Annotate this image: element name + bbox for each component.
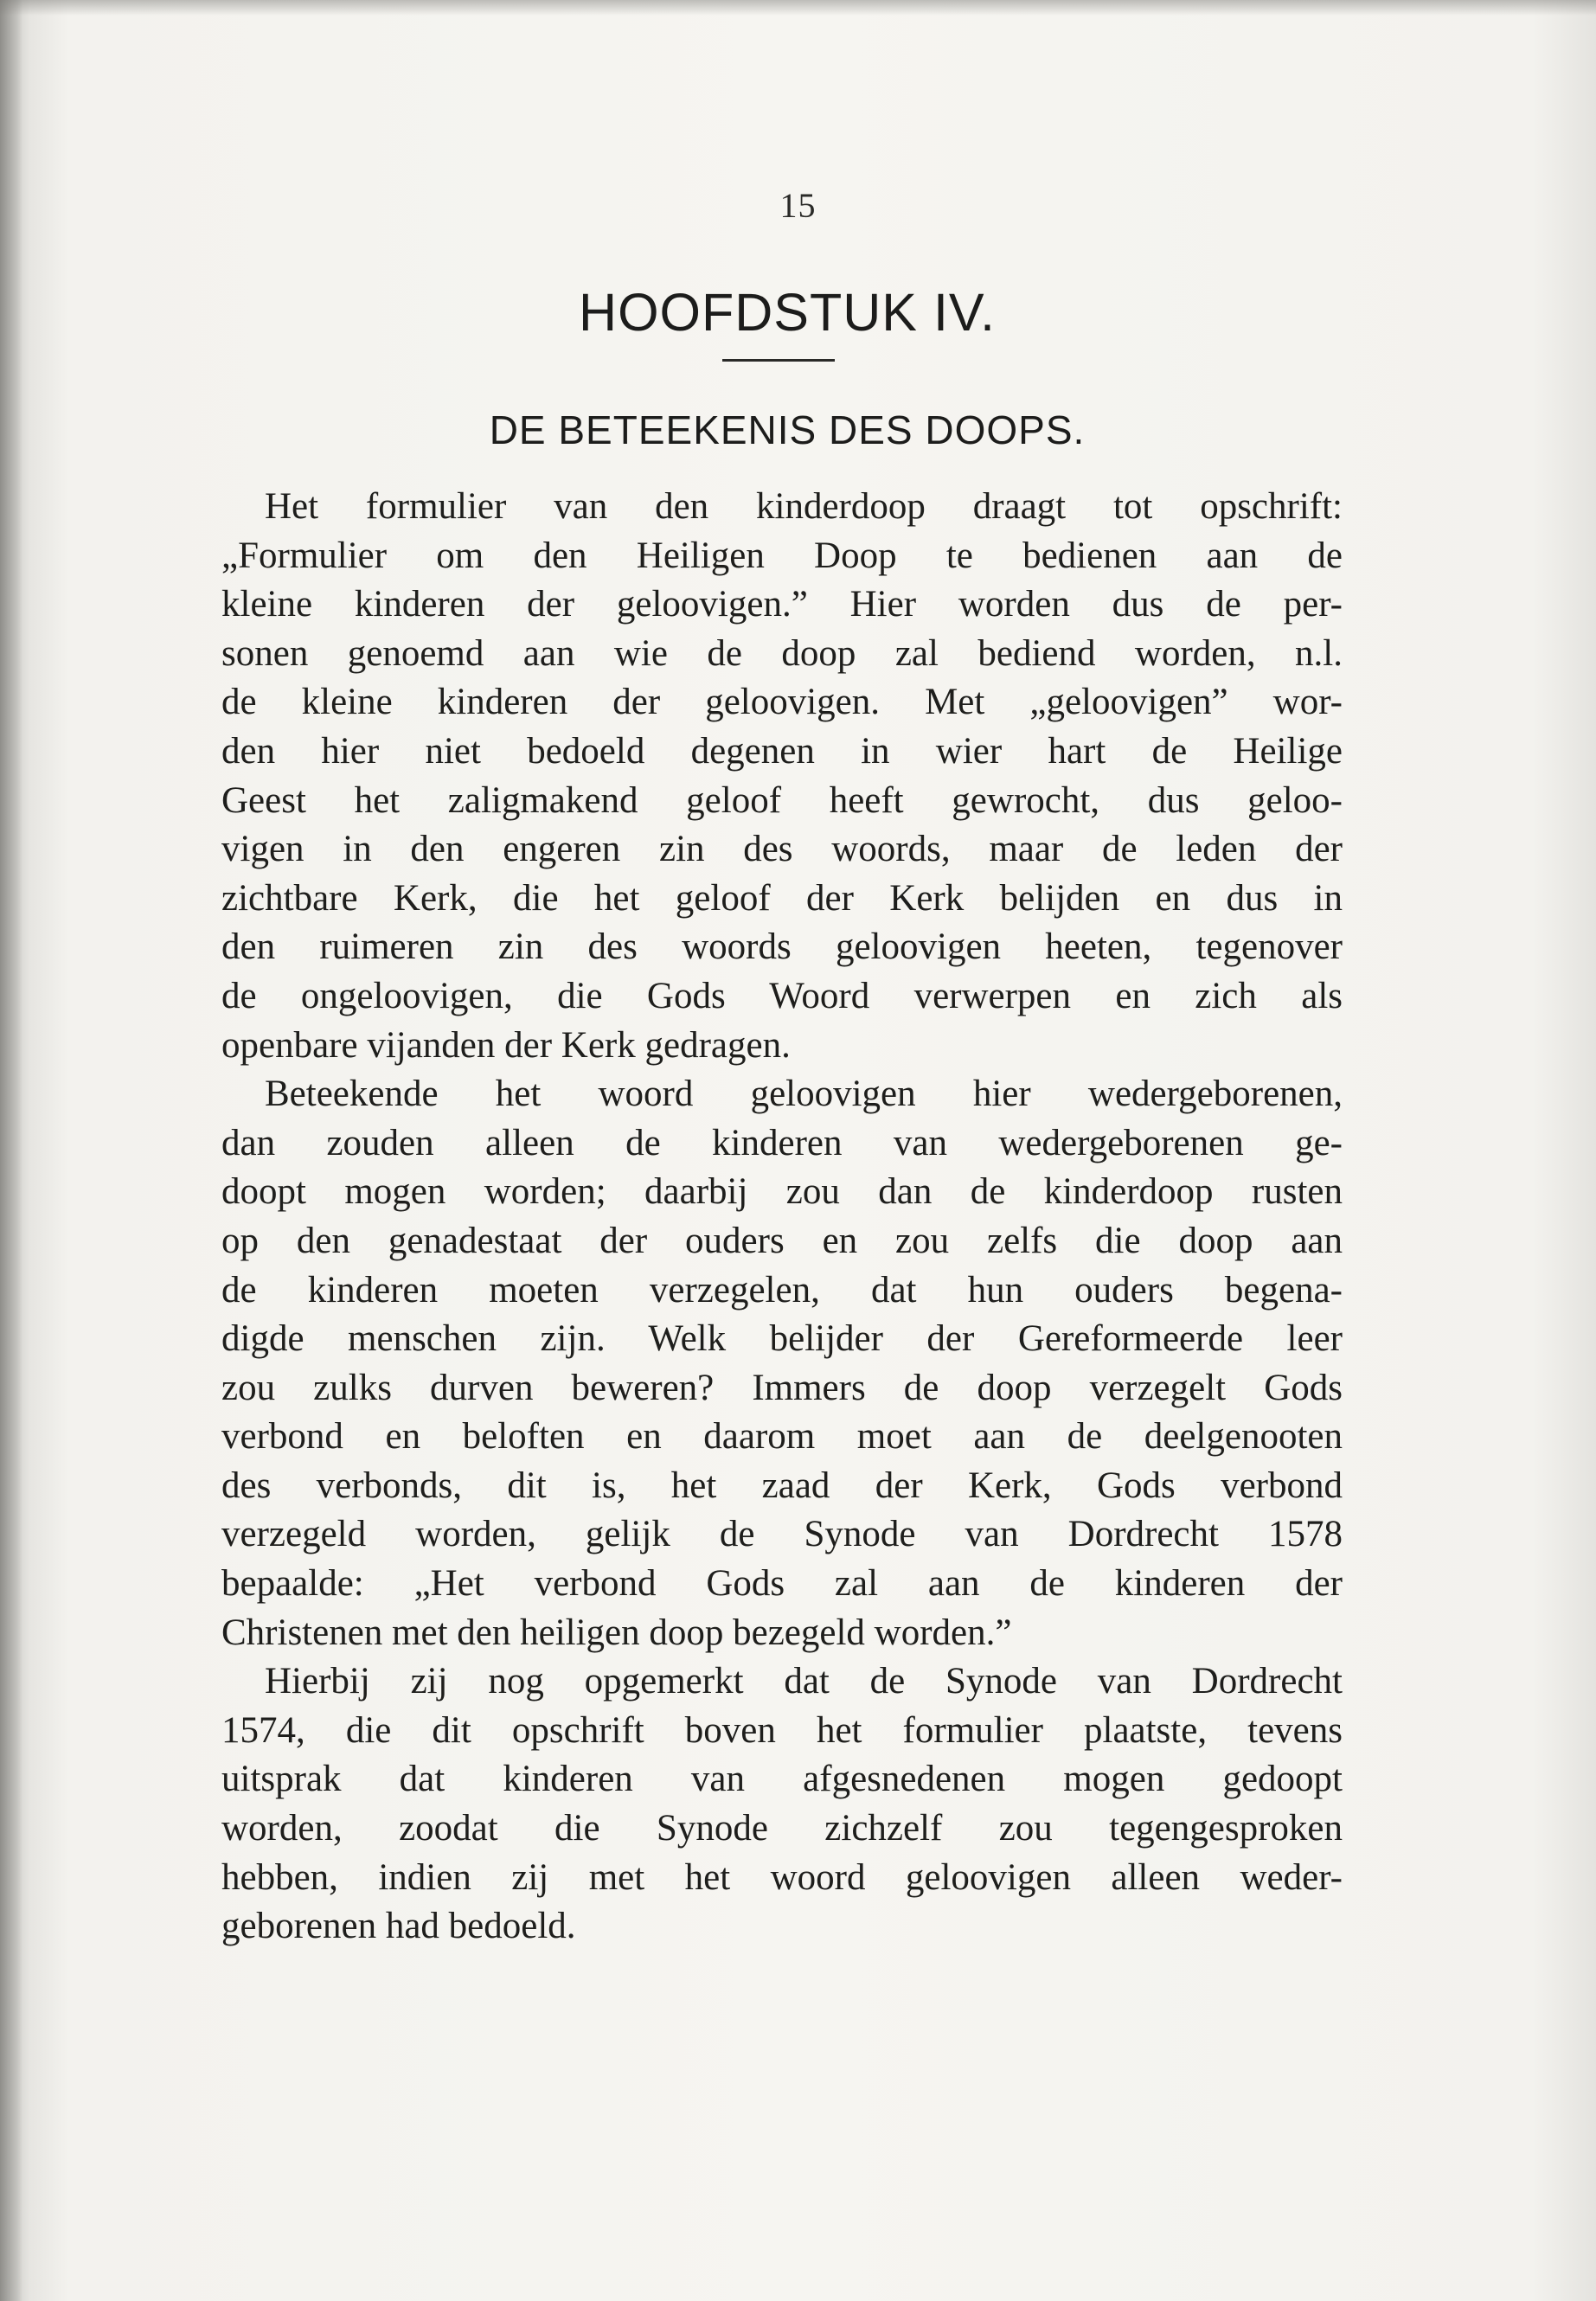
text-line: Het formulier van den kinderdoop draagt tot opschrift: (265, 486, 1343, 527)
text-line: digde menschen zijn. Welk belijder der Gereformeerde leer (221, 1318, 1343, 1360)
top-edge-shadow (0, 0, 1596, 16)
text-line: zichtbare Kerk, die het geloof der Kerk belijden en dus in (221, 877, 1343, 919)
text-line: bepaalde: „Het verbond Gods zal aan de kinderen der (221, 1563, 1343, 1605)
text-line: den ruimeren zin des woords geloovigen heeten, tegenover (221, 926, 1343, 968)
section-title: DE BETEEKENIS DES DOOPS. (489, 407, 1086, 452)
text-line: doopt mogen worden; daarbij zou dan de kinderdoop rusten (221, 1171, 1343, 1213)
paragraph-3 (221, 1657, 1343, 1952)
text-line: kleine kinderen der geloovigen.” Hier worden dus de per- (221, 584, 1343, 625)
text-line: worden, zoodat die Synode zichzelf zou tegengesproken (221, 1808, 1343, 1849)
text-line: de ongeloovigen, die Gods Woord verwerpen en zich als (221, 975, 1343, 1016)
text-line: Christenen met den heiligen doop bezegeld worden.” (221, 1612, 1012, 1653)
text-line: op den genadestaat der ouders en zou zelfs die doop aan (221, 1220, 1343, 1261)
text-line: verzegeld worden, gelijk de Synode van Dordrecht 1578 (221, 1514, 1343, 1555)
page-number: 15 (779, 186, 817, 225)
chapter-title: HOOFDSTUK IV. (579, 283, 996, 342)
text-line: openbare vijanden der Kerk gedragen. (221, 1024, 791, 1066)
text-line: verbond en beloften en daarom moet aan de deelgenooten (221, 1416, 1343, 1458)
text-line: den hier niet bedoeld degenen in wier hart de Heilige (221, 730, 1343, 772)
paragraph-1 (221, 483, 1343, 1070)
text-line: „Formulier om den Heiligen Doop te bedienen aan de (221, 535, 1343, 576)
text-line: geborenen had bedoeld. (221, 1906, 576, 1947)
text-line: zou zulks durven beweren? Immers de doop verzegelt Gods (221, 1367, 1343, 1408)
text-line: Hierbij zij nog opgemerkt dat de Synode van Dordrecht (265, 1661, 1343, 1702)
text-line: 1574, die dit opschrift boven het formulier plaatste, tevens (221, 1709, 1343, 1751)
title-divider (722, 359, 835, 362)
text-line: vigen in den engeren zin des woords, maar de leden der (221, 829, 1343, 870)
binding-shadow (0, 0, 22, 2301)
text-line: des verbonds, dit is, het zaad der Kerk, Gods verbond (221, 1465, 1343, 1506)
paragraph-2 (221, 1070, 1343, 1657)
text-line: de kleine kinderen der geloovigen. Met „geloovigen” wor- (221, 682, 1343, 723)
text-line: de kinderen moeten verzegelen, dat hun ouders begena- (221, 1269, 1343, 1311)
text-line: dan zouden alleen de kinderen van wedergeborenen ge- (221, 1122, 1343, 1163)
text-line: sonen genoemd aan wie de doop zal bediend worden, n.l. (221, 632, 1343, 674)
text-line: hebben, indien zij met het woord geloovigen alleen weder- (221, 1856, 1343, 1898)
text-line: Beteekende het woord geloovigen hier wedergeborenen, (265, 1074, 1343, 1115)
text-line: uitsprak dat kinderen van afgesnedenen mogen gedoopt (221, 1759, 1343, 1800)
text-line: Geest het zaligmakend geloof heeft gewrocht, dus geloo- (221, 779, 1343, 821)
body-text (221, 483, 1343, 1952)
